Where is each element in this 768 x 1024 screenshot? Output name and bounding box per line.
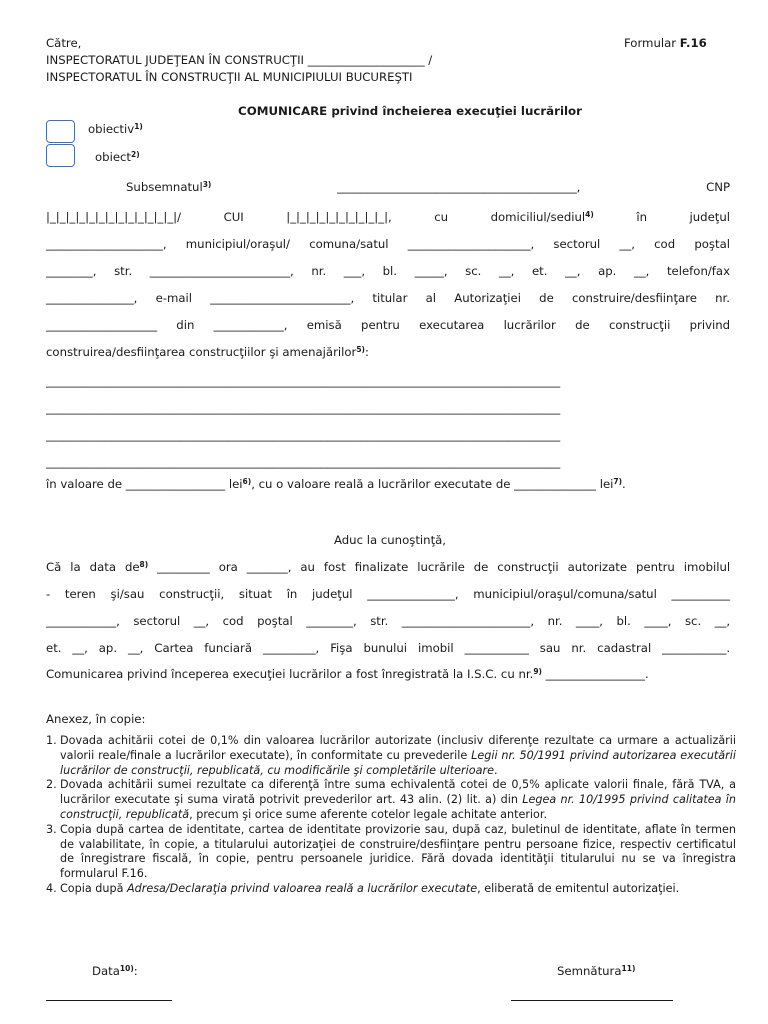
annex-item: 1. Dovada achitării cotei de 0,1% din valoarea lucrărilor autorizate (inclusiv diferenţe rezultate ca urmare a actualizării valorii reale/finale a lucrărilor executate), în conformitate cu prevederile Legii nr. 50/1991 privind autorizarea executării lucrărilor de construcţii, republicată, cu modificările şi completările ulterioare. (46, 734, 736, 777)
annex-item: 3. Copia după cartea de identitate, cartea de identitate provizorie sau, după caz, buletinul de identitate, aflate în termen de valabilitate, în copie, a titularului autorizaţiei de construire/desfiinţare pentru persoane fizice, respectiv certificatul de înregistrare fiscală, în copie, pentru persoanele juridice. Fără dovada identităţii titularului nu se va înregistra formularul F.16. (46, 822, 736, 881)
declarant-line-5: _______________, e-mail ________________________, titular al Autorizaţiei de construire/desfiinţare nr. (46, 291, 730, 305)
works-description-line-3[interactable]: ________________________________________________________________________________________ (46, 428, 561, 442)
declarant-line-2: |_|_|_|_|_|_|_|_|_|_|_|_|_|/ CUI |_|_|_|_|_|_|_|_|_|_|, cu domiciliul/sediul$^{4)}$ în judeţul (46, 210, 731, 224)
completion-hour-field[interactable]: _______, (246, 560, 292, 574)
annex-item: 4. Copia după Adresa/Declaraţia privind valoarea reală a lucrărilor executate, eliberată de emitentul autorizaţiei. (46, 881, 680, 895)
notice-line-5: Comunicarea privind începerea execuţiei lucrărilor a fost înregistrată la I.S.C. cu nr.$^{9)}$ _________________. (46, 667, 649, 681)
declarant-line-7: construirea/desfiinţarea construcţiilor şi amenajărilor$^{5)}$: (46, 345, 369, 359)
notice-line-1: Că la data $de^{8)}$ _________ ora _______, au fost finalizate lucrările de construcţii autorizate pentru imobilul (46, 560, 731, 574)
form-code (624, 36, 707, 50)
declarant-line-3: ____________________, municipiul/oraşul/ comuna/satul _____________________, sectorul __, cod poştal (46, 237, 730, 251)
phone-field[interactable]: _______________, (46, 291, 138, 305)
works-description-line-1[interactable]: ________________________________________________________________________________________ (46, 374, 561, 388)
block-field[interactable]: _____, (414, 264, 448, 278)
property-staircase-field[interactable]: __, (714, 614, 731, 628)
cadastral-number-field[interactable]: ___________. (662, 641, 731, 655)
signature-label: Semnătura$^{11)}$ (557, 964, 636, 978)
cui-field[interactable]: |_|_|_|_|_|_|_|_|_|_|, (286, 210, 392, 224)
recipient-line-1: INSPECTORATUL JUDEŢEAN ÎN CONSTRUCŢII ____________________ / (46, 53, 433, 67)
recipient-line-2: INSPECTORATUL ÎN CONSTRUCŢII AL MUNICIPIULUI BUCUREŞTI (46, 70, 413, 84)
county-field[interactable]: ____________________, (46, 237, 167, 251)
works-value-line: în valoare de _________________ lei$^{6)}$, cu o valoare reală a lucrărilor executate de ______________ lei$^{7)}$. (46, 477, 626, 491)
land-book-field[interactable]: _________, (262, 641, 320, 655)
floor-field[interactable]: __, (565, 264, 581, 278)
declarant-name-field[interactable]: _________________________________________, (337, 180, 581, 194)
property-block-field[interactable]: ____, (644, 614, 672, 628)
property-sheet-field[interactable]: ___________ (464, 641, 529, 655)
staircase-field[interactable]: __, (498, 264, 515, 278)
form-code-label: Formular (624, 36, 677, 50)
street-field[interactable]: ________________________, (149, 264, 294, 278)
object-option-label: obiect$^{2)}$ (95, 150, 140, 164)
notice-line-2: - teren şi/sau construcţii, situat în judeţul _______________, municipiul/oraşul/comuna/satul __________ (46, 587, 730, 601)
locality-field[interactable]: _____________________, (407, 237, 535, 251)
works-description-line-4[interactable]: ________________________________________________________________________________________ (46, 455, 561, 469)
permit-number-field[interactable]: ___________________ (46, 318, 158, 332)
property-number-field[interactable]: ____, (575, 614, 603, 628)
property-postal-code-field[interactable]: ________, (306, 614, 357, 628)
sector-field[interactable]: __, (619, 237, 635, 251)
date-signature-line[interactable] (46, 1000, 172, 1001)
notice-line-3: ____________, sectorul __, cod poştal ________, str. ______________________, nr. ____, bl. ____, sc. __, (46, 614, 731, 628)
permit-date-field[interactable]: ____________, (213, 318, 288, 332)
document-title: COMUNICARE privind încheierea execuţiei lucrărilor (238, 104, 582, 118)
isc-registration-field[interactable]: _________________. (541, 667, 649, 681)
annex-item: 2. Dovada achitării sumei rezultate ca diferenţă între suma echivalentă cotei de 0,5% aplicate valorii finale, fără TVA, a lucrărilor executate şi suma virată potrivit prevederilor art. 43 alin. (2) lit. a) din Legea nr. 10/1995 privind calitatea în construcţii, republicată, precum şi orice sume aferente cotelor legale achitate anterior. (46, 778, 736, 821)
signature-line[interactable] (511, 1000, 673, 1001)
objective-option-label: obiectiv$^{1)}$ (88, 122, 143, 136)
property-floor-field[interactable]: __, (72, 641, 88, 655)
annex-list (46, 734, 736, 897)
postal-code-field[interactable]: ________, (46, 264, 97, 278)
declarant-line-6: ___________________ din ____________, emisă pentru executarea lucrărilor de construcţii privind (46, 318, 731, 332)
declarant-line-1: Subsemnatul$^{3)}$ _________________________________________, CNP (126, 180, 731, 194)
property-county-field[interactable]: _______________, (367, 587, 459, 601)
completion-date-field[interactable]: _________ (157, 560, 210, 574)
declarant-line-4: ________, str. ________________________, nr. ___, bl. _____, sc. __, et. __, ap. __, telefon/fax (46, 264, 730, 278)
cnp-field[interactable]: |_|_|_|_|_|_|_|_|_|_|_|_|_|/ (46, 210, 182, 224)
object-checkbox[interactable] (46, 144, 75, 167)
apartment-field[interactable]: __, (633, 264, 650, 278)
number-field[interactable]: ___, (343, 264, 366, 278)
notice-line-4: et. __, ap. __, Cartea funciară _________, Fişa bunului imobil ___________ sau nr. cadastral ___________. (46, 641, 731, 655)
date-label: Data$^{10)}$: (92, 964, 138, 978)
property-apartment-field[interactable]: __, (127, 641, 144, 655)
annex-heading: Anexez, în copie: (46, 712, 146, 726)
property-street-field[interactable]: ______________________, (401, 614, 535, 628)
property-locality-field[interactable]: __________ (671, 587, 730, 601)
works-description-line-2[interactable]: ________________________________________________________________________________________ (46, 401, 561, 415)
property-locality-field-cont[interactable]: ____________, (46, 614, 120, 628)
email-field[interactable]: ________________________, (210, 291, 355, 305)
property-sector-field[interactable]: __, (193, 614, 210, 628)
form-code-value: F.16 (679, 36, 707, 50)
objective-checkbox[interactable] (46, 120, 75, 143)
recipient-salutation: Către, (46, 36, 82, 50)
notice-heading: Aduc la cunoştinţă, (333, 533, 447, 547)
